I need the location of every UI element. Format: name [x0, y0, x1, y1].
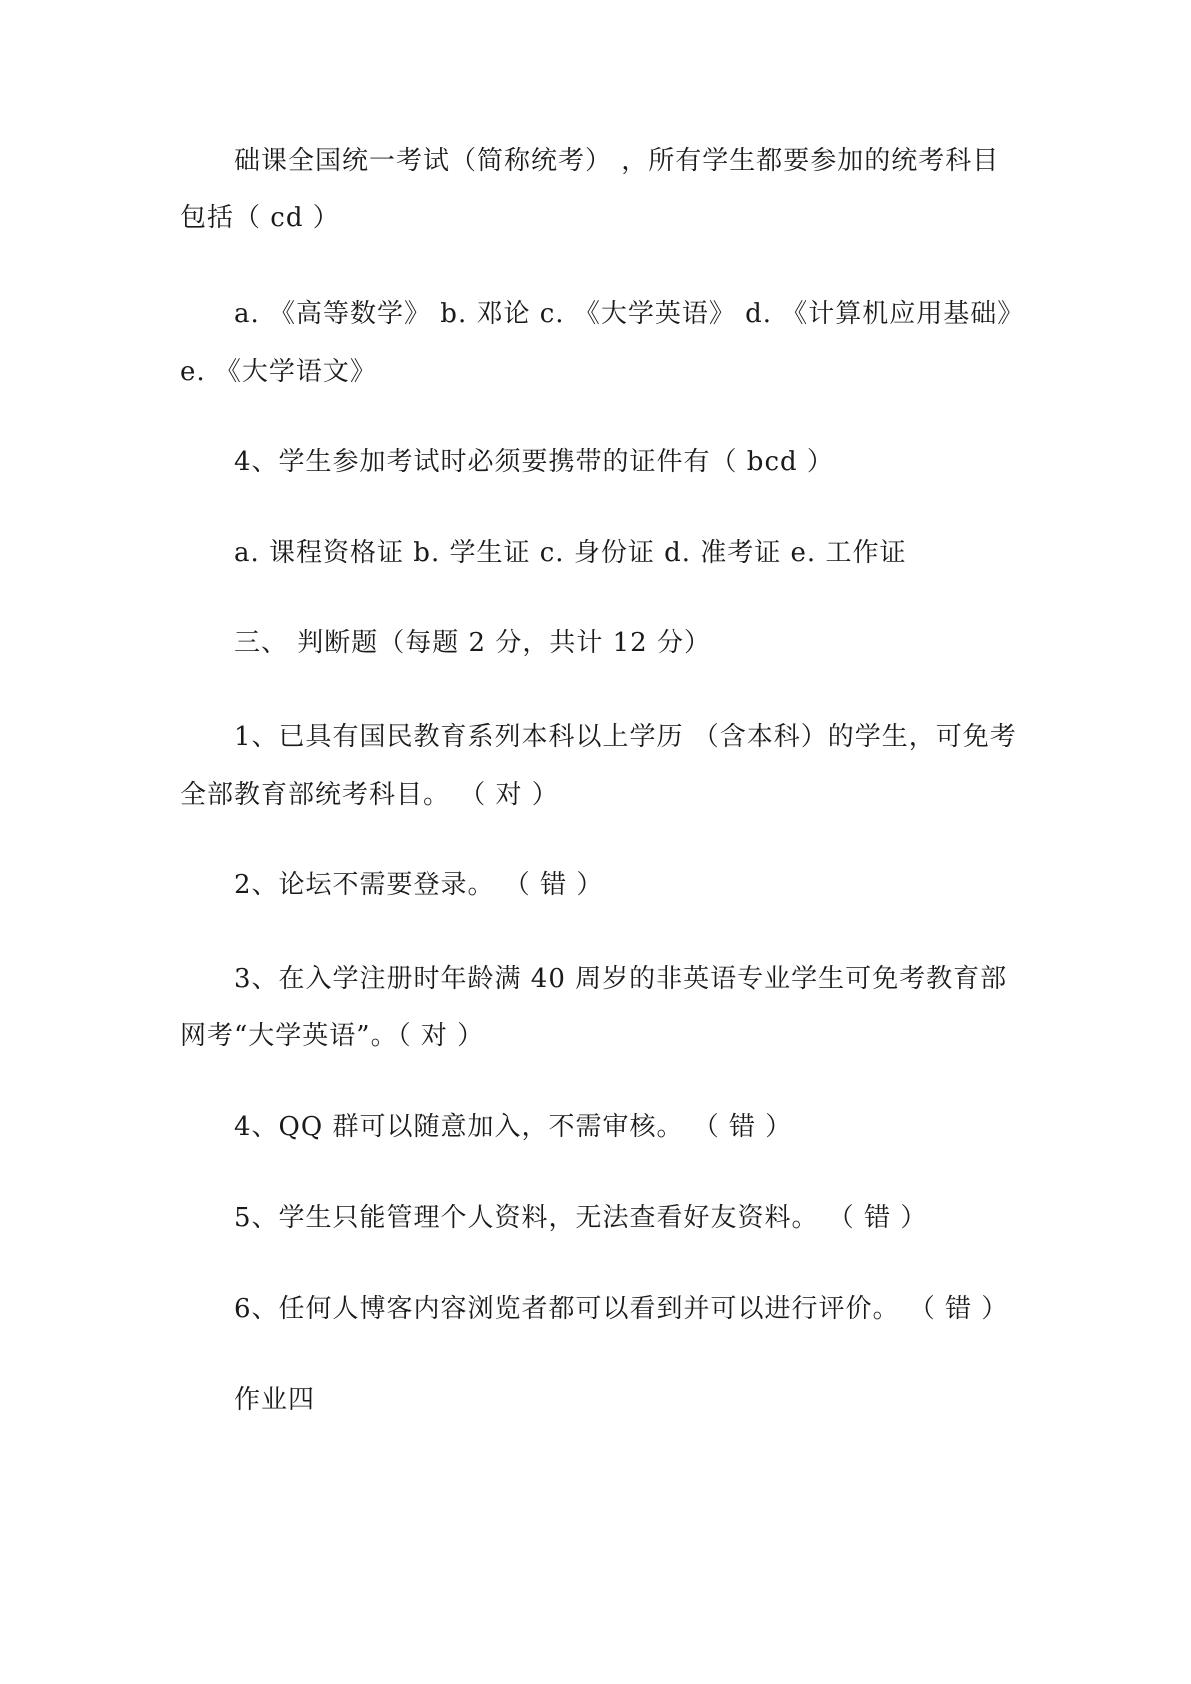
tf4: 4、QQ 群可以随意加入，不需审核。 （ 错 ）: [234, 1112, 793, 1142]
q3-options-line2: e. 《大学语文》: [180, 357, 377, 387]
section3-heading: 三、 判断题（每题 2 分，共计 12 分）: [234, 628, 711, 658]
q4-question: 4、学生参加考试时必须要携带的证件有（ bcd ）: [234, 447, 834, 477]
q4-options: a. 课程资格证 b. 学生证 c. 身份证 d. 准考证 e. 工作证: [234, 538, 907, 568]
assignment4-heading: 作业四: [234, 1385, 316, 1415]
q3-stem-line2: 包括（ cd ）: [180, 203, 340, 233]
tf1-line2: 全部教育部统考科目。 （ 对 ）: [180, 780, 559, 810]
tf2: 2、论坛不需要登录。 （ 错 ）: [234, 870, 604, 900]
q3-stem-line1: 础课全国统一考试（简称统考） ，所有学生都要参加的统考科目: [234, 146, 1000, 176]
q3-options-line1: a. 《高等数学》 b. 邓论 c. 《大学英语》 d. 《计算机应用基础》: [234, 299, 1025, 329]
tf6: 6、任何人博客内容浏览者都可以看到并可以进行评价。 （ 错 ）: [234, 1294, 1009, 1324]
tf3-line1: 3、在入学注册时年龄满 40 周岁的非英语专业学生可免考教育部: [234, 964, 1008, 994]
tf1-line1: 1、已具有国民教育系列本科以上学历 （含本科）的学生，可免考: [234, 722, 1017, 752]
tf5: 5、学生只能管理个人资料，无法查看好友资料。 （ 错 ）: [234, 1203, 928, 1233]
tf3-line2: 网考“大学英语”。（ 对 ）: [180, 1021, 485, 1051]
